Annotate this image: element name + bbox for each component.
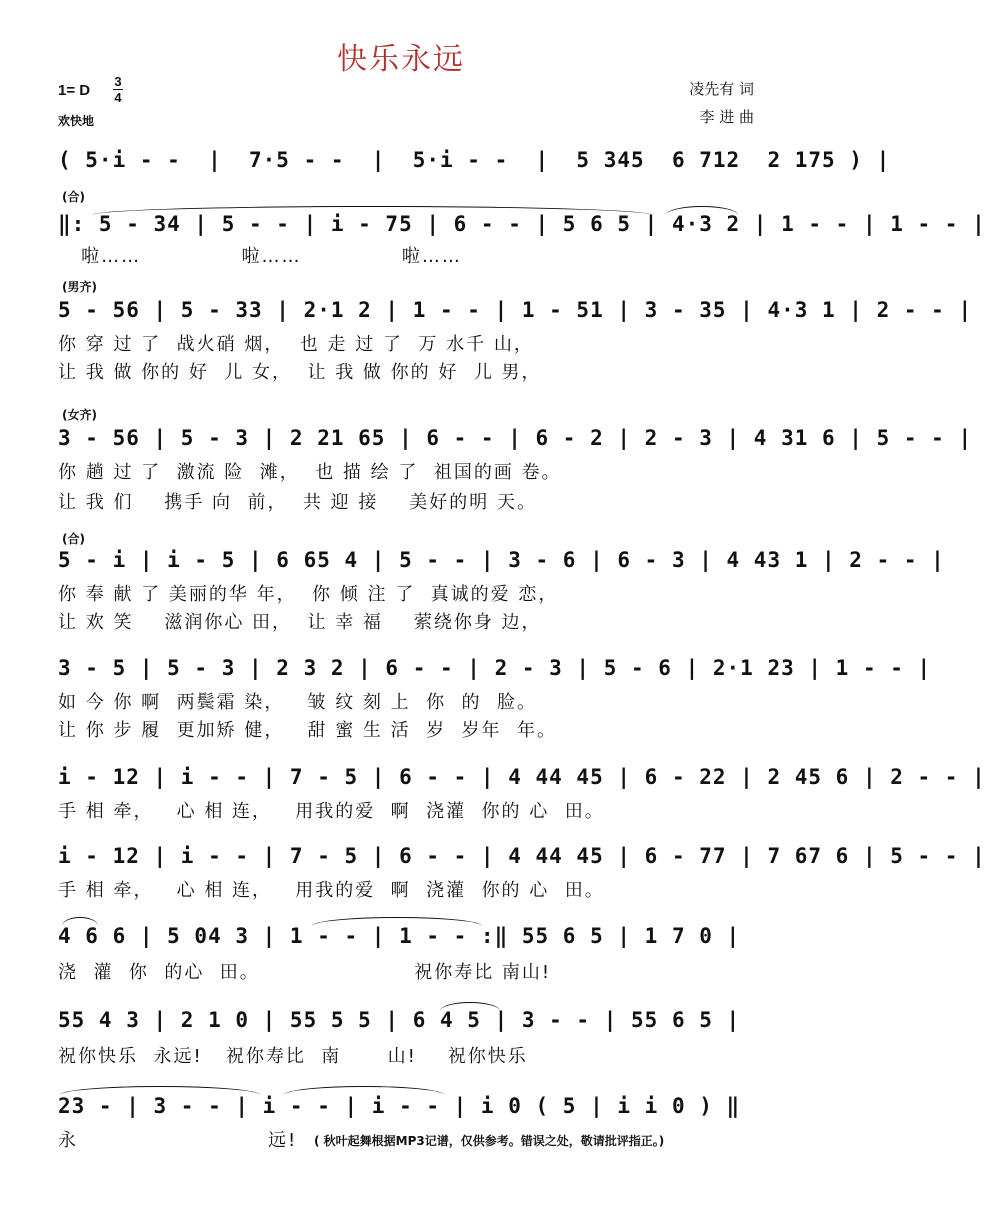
lyricist-credit: 凌先有 词 [689,80,754,98]
lyric-line: 浇 灌 你 的心 田。 祝你寿比 南山! [58,962,552,983]
score-line: ( 5·i - - | 7·5 - - | 5·i - - | 5 345 6 712 2 175 ) | [58,148,891,172]
composer-credit: 李 进 曲 [699,108,754,126]
tempo-marking: 欢快地 [58,114,95,128]
slur-mark [666,206,738,215]
score-line: 3 - 56 | 5 - 3 | 2 21 65 | 6 - - | 6 - 2 | 2 - 3 | 4 31 6 | 5 - - | [58,426,973,450]
score-line: 5 - 56 | 5 - 33 | 2·1 2 | 1 - - | 1 - 51 | 3 - 35 | 4·3 1 | 2 - - | [58,298,973,322]
time-sig-top: 3 [114,74,122,89]
part-mark: (男齐) [62,280,97,294]
part-mark: (女齐) [62,408,97,422]
time-signature [113,74,123,105]
lyric-line: 永 [58,1130,78,1151]
key-signature: 1= D [58,82,91,99]
lyric-line: 祝你快乐 永远! 祝你寿比 南 山! 祝你快乐 [58,1046,528,1067]
transcription-note: ( 秋叶起舞根据MP3记谱，仅供参考。错误之处，敬请批评指正。) [314,1134,665,1148]
lyric-line: 手 相 牵， 心 相 连， 用我的爱 啊 浇灌 你的 心 田。 [58,880,605,901]
lyric-line: 如 今 你 啊 两鬓霜 染， 皱 纹 刻 上 你 的 脸。 [58,692,537,713]
part-mark: (合) [62,532,85,546]
slur-mark [312,917,482,926]
slur-mark [284,1086,444,1095]
score-line: 4 6 6 | 5 04 3 | 1 - - | 1 - - :‖ 55 6 5 | 1 7 0 | [58,924,741,948]
lyric-line: 你 趟 过 了 激流 险 滩， 也 描 绘 了 祖国的画 卷。 [58,462,562,483]
score-line: ‖: 5 - 34 | 5 - - | i - 75 | 6 - - | 5 6 5 | 4·3 2 | 1 - - | 1 - - | [58,212,986,236]
score-line: 3 - 5 | 5 - 3 | 2 3 2 | 6 - - | 2 - 3 | 5 - 6 | 2·1 23 | 1 - - | [58,656,932,680]
lyric-line: 让 欢 笑 滋润你心 田， 让 幸 福 萦绕你身 边， [58,612,542,633]
lyric-line-end: 远! [268,1130,298,1151]
lyric-line: 手 相 牵， 心 相 连， 用我的爱 啊 浇灌 你的 心 田。 [58,801,605,822]
score-line: 23 - | 3 - - | i - - | i - - | i 0 ( 5 | i i 0 ) ‖ [58,1094,741,1118]
lyric-line: 让 你 步 履 更加矫 健， 甜 蜜 生 活 岁 岁年 年。 [58,720,557,741]
song-title: 快乐永远 [337,42,465,77]
slur-mark [60,1086,260,1095]
time-sig-bottom: 4 [114,90,122,105]
lyric-line: 你 奉 献 了 美丽的华 年， 你 倾 注 了 真诚的爱 恋， [58,584,559,605]
slur-mark [62,917,98,926]
score-line: i - 12 | i - - | 7 - 5 | 6 - - | 4 44 45 | 6 - 22 | 2 45 6 | 2 - - | [58,765,986,789]
lyric-line: 你 穿 过 了 战火硝 烟， 也 走 过 了 万 水千 山， [58,334,534,355]
part-mark: (合) [62,190,85,204]
lyric-line: 让 我 做 你的 好 儿 女， 让 我 做 你的 好 儿 男， [58,362,542,383]
lyric-line: 啦…… 啦…… 啦…… [58,246,462,267]
score-line: 55 4 3 | 2 1 0 | 55 5 5 | 6 4 5 | 3 - - | 55 6 5 | [58,1008,741,1032]
score-line: i - 12 | i - - | 7 - 5 | 6 - - | 4 44 45 | 6 - 77 | 7 67 6 | 5 - - | [58,844,986,868]
slur-mark [440,1002,500,1011]
lyric-line: 让 我 们 携手 向 前， 共 迎 接 美好的明 天。 [58,492,537,513]
score-line: 5 - i | i - 5 | 6 65 4 | 5 - - | 3 - 6 | 6 - 3 | 4 43 1 | 2 - - | [58,548,945,572]
slur-mark [92,206,652,215]
